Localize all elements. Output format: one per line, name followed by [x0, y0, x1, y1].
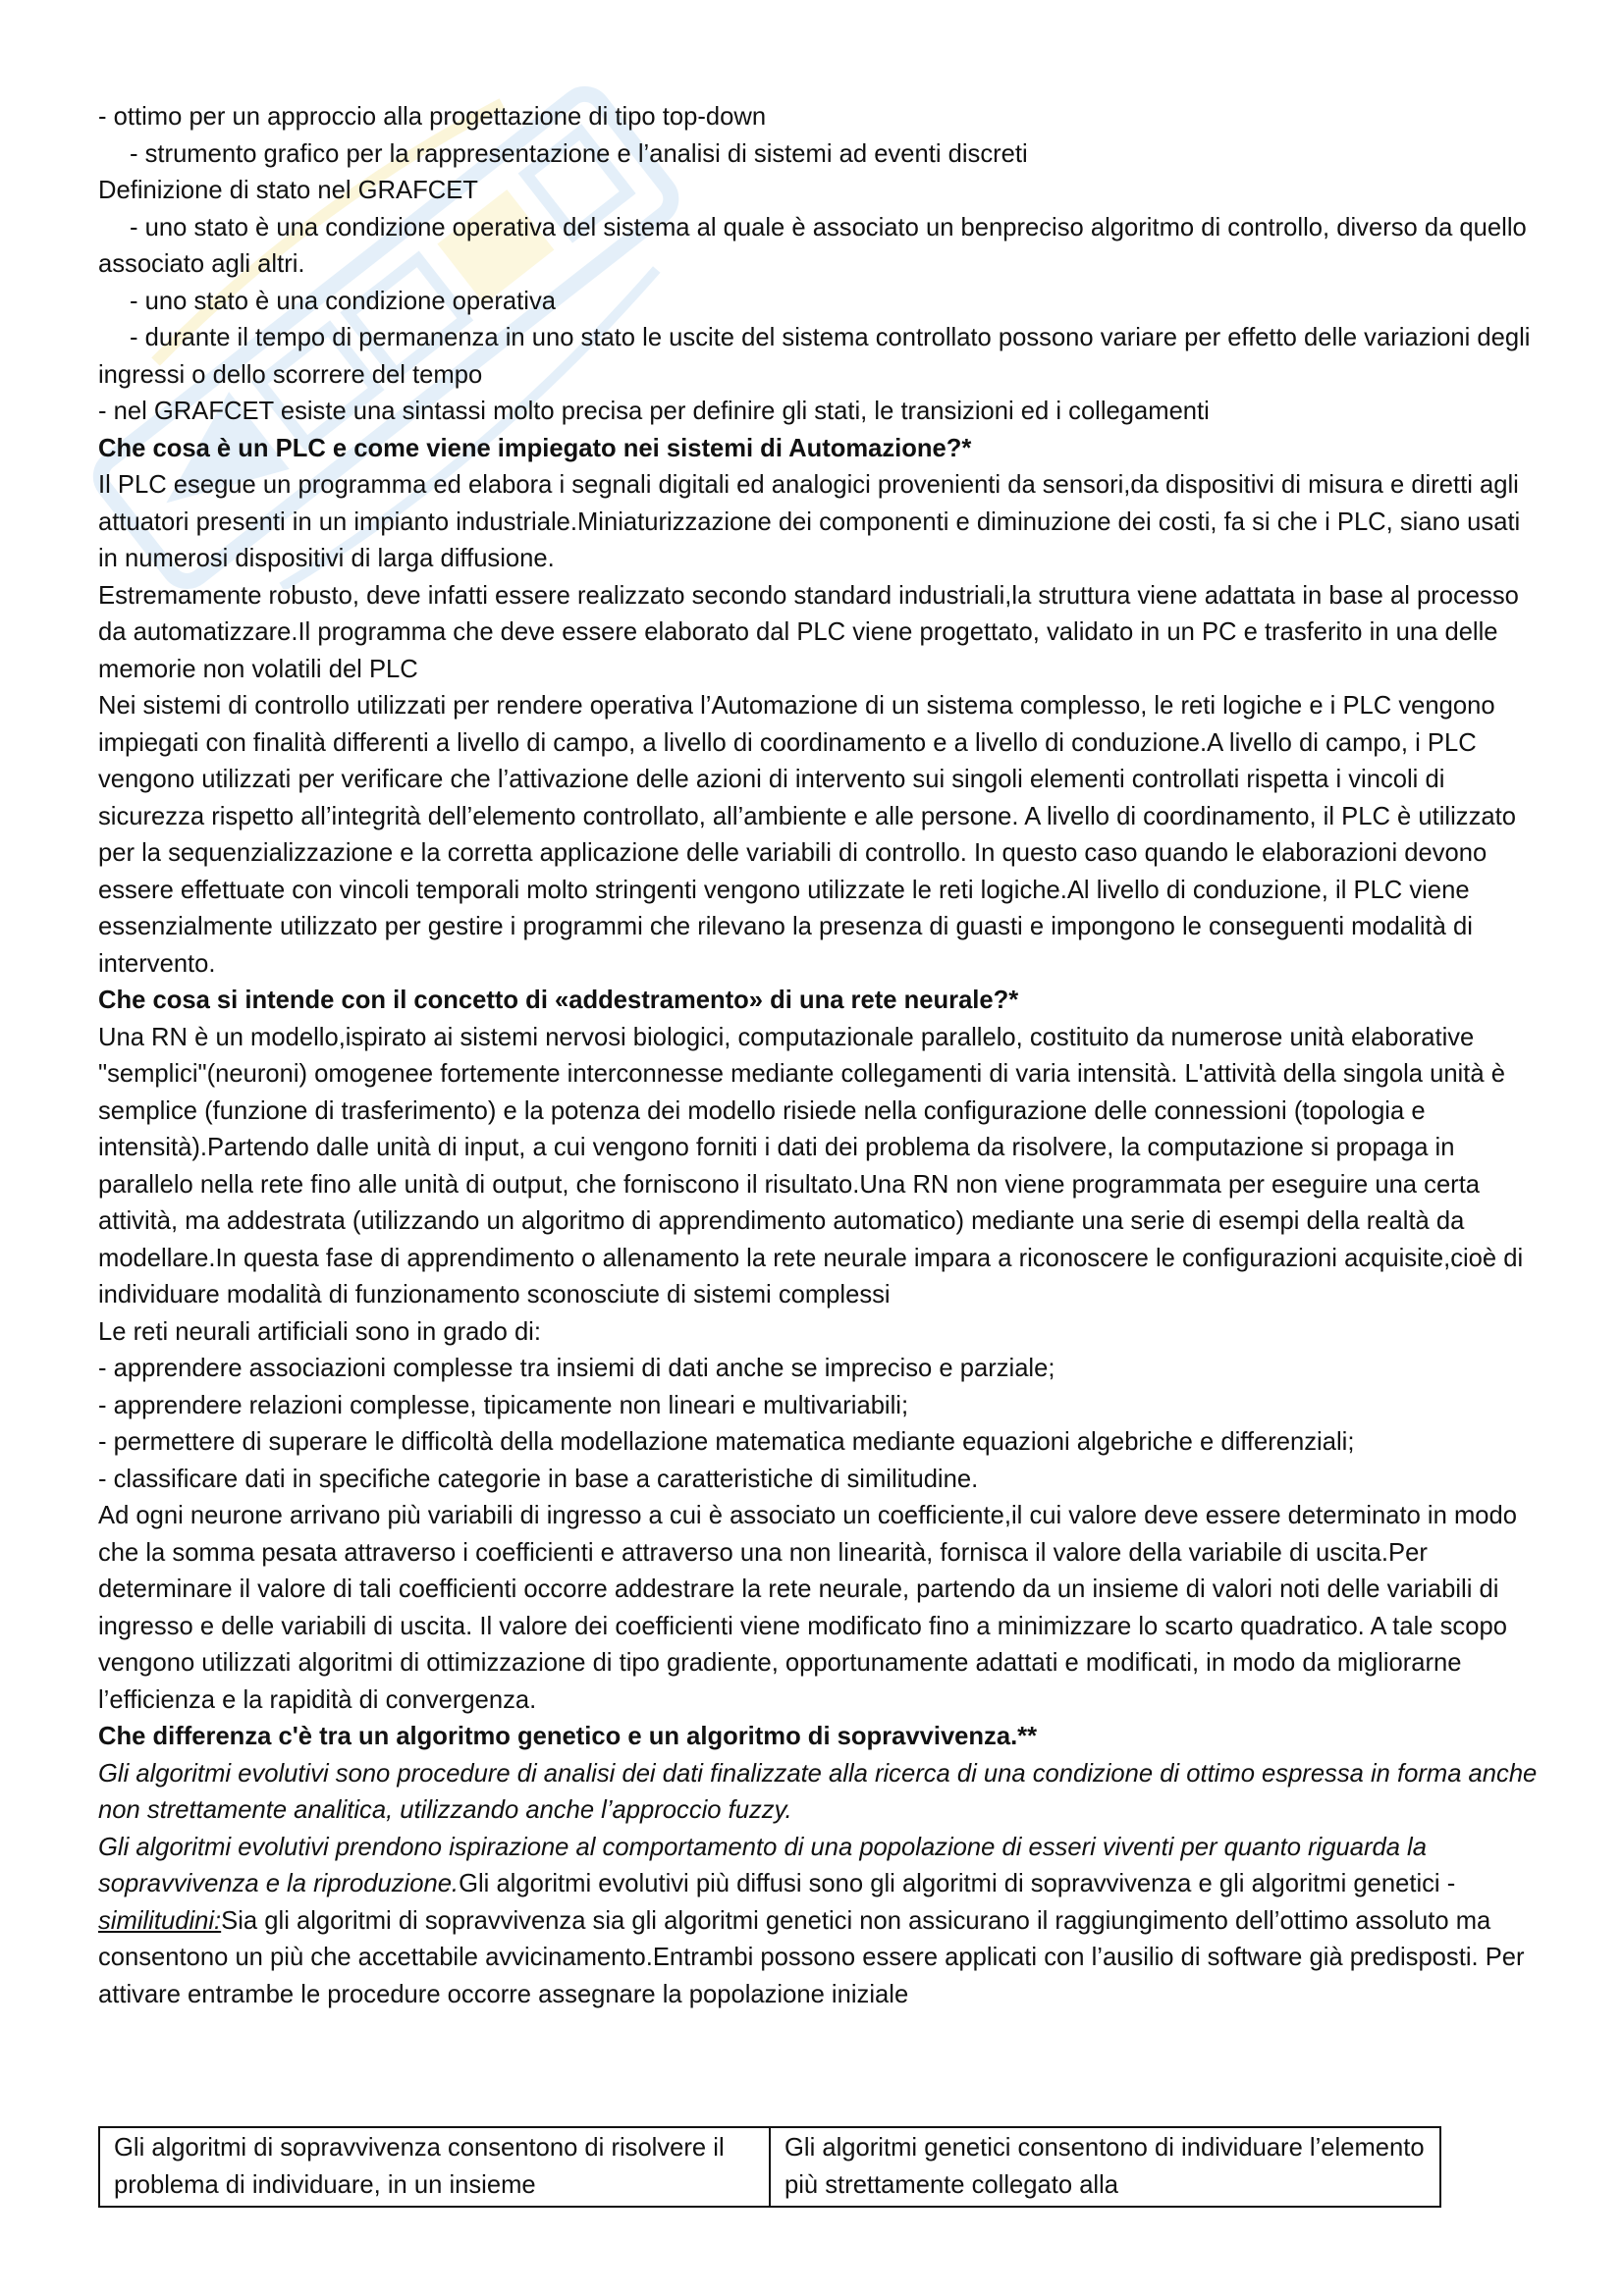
paragraph: Nei sistemi di controllo utilizzati per rendere operativa l’Automazione di un sistema complesso, le reti logiche e i PLC vengono impiegati con finalità differenti a livello di campo, a livello di coordinamento e a livello di conduzione.A livello di campo, i PLC vengono utilizzati per verificare che l’attivazione delle azioni di intervento sui singoli elementi controllati rispetta i vincoli di sicurezza rispetto all’integrità dell’elemento controllato, all’ambiente e alle persone. A livello di coordinamento, il PLC è utilizzato per la sequenzializzazione e la corretta applicazione delle variabili di controllo. In questo caso quando le elaborazioni devono essere effettuate con vincoli temporali molto stringenti vengono utilizzate le reti logiche.Al livello di conduzione, il PLC viene essenzialmente utilizzato per gestire i programmi che rilevano la presenza di guasti e impongono le conseguenti modalità di intervento. [98, 692, 1516, 978]
underlined-term: similitudini: [98, 1906, 222, 1935]
list-item: - apprendere relazioni complesse, tipicamente non lineari e multivariabili; [98, 1391, 909, 1419]
italic-text: Gli algoritmi evolutivi prendono ispirazione al comportamento di una popolazione di esseri viventi per quanto riguarda la sopravvivenza e la riproduzione. [98, 1833, 1427, 1897]
comparison-table [98, 2126, 1441, 2208]
paragraph: Una RN è un modello,ispirato ai sistemi nervosi biologici, computazionale parallelo, costituito da numerose unità elaborative "semplici"(neuroni) omogenee fortemente interconnesse mediante collegamenti di varia intensità. L'attività della singola unità è semplice (funzione di trasferimento) e la potenza dei modello risiede nella configurazione delle connessioni (topologia e intensità).Partendo dalle unità di input, a cui vengono forniti i dati dei problema da risolvere, la computazione si propaga in parallelo nella rete fino alle unità di output, che forniscono il risultato.Una RN non viene programmata per eseguire una certa attività, ma addestrata (utilizzando un algoritmo di apprendimento automatico) mediante una serie di esempi della realtà da modellare.In questa fase di apprendimento o allenamento la rete neurale impara a riconoscere le configurazioni acquisite,cioè di individuare modalità di funzionamento sconosciute di sistemi complessi [98, 1023, 1524, 1308]
paragraph: Le reti neurali artificiali sono in grado di: [98, 1317, 541, 1346]
table-cell-right: Gli algoritmi genetici consentono di individuare l’elemento più strettamente collegato alla [770, 2127, 1440, 2207]
text-line: - strumento grafico per la rappresentazione e l’analisi di sistemi ad eventi discreti [130, 139, 1028, 168]
table-row [99, 2127, 1440, 2207]
paragraph: Il PLC esegue un programma ed elabora i segnali digitali ed analogici provenienti da sensori,da dispositivi di misura e diretti agli attuatori presenti in un impianto industriale.Miniaturizzazione dei componenti e diminuzione dei costi, fa si che i PLC, siano usati in numerosi dispositivi di larga diffusione. [98, 471, 1521, 572]
paragraph-text: Gli algoritmi evolutivi più diffusi sono gli algoritmi di sopravvivenza e gli algoritmi genetici - [459, 1870, 1456, 1897]
paragraph [98, 1830, 1542, 2014]
question-heading: Che differenza c'è tra un algoritmo genetico e un algoritmo di sopravvivenza.** [98, 1723, 1038, 1750]
list-item: - classificare dati in specifiche categorie in base a caratteristiche di similitudine. [98, 1465, 979, 1493]
text-line: - nel GRAFCET esiste una sintassi molto precisa per definire gli stati, le transizioni ed i collegamenti [98, 398, 1210, 425]
document-body [98, 99, 1542, 2013]
list-item: - permettere di superare le difficoltà della modellazione matematica mediante equazioni algebriche e differenziali; [98, 1428, 1355, 1456]
paragraph: Estremamente robusto, deve infatti essere realizzato secondo standard industriali,la struttura viene adattata in base al processo da automatizzare.Il programma che deve essere elaborato dal PLC viene progettato, validato in un PC e trasferito in una delle memorie non volatili del PLC [98, 581, 1519, 683]
text-line: - durante il tempo di permanenza in uno stato le uscite del sistema controllato possono variare per effetto delle variazioni degli ingressi o dello scorrere del tempo [98, 324, 1531, 389]
italic-paragraph: Gli algoritmi evolutivi sono procedure di analisi dei dati finalizzate alla ricerca di una condizione di ottimo espressa in forma anche non strettamente analitica, utilizzando anche l’approccio fuzzy. [98, 1759, 1538, 1824]
table-cell-left: Gli algoritmi di sopravvivenza consentono di risolvere il problema di individuare, in un insieme [99, 2127, 770, 2207]
question-heading: Che cosa si intende con il concetto di «addestramento» di una rete neurale?* [98, 987, 1019, 1014]
question-heading: Che cosa è un PLC e come viene impiegato nei sistemi di Automazione?* [98, 434, 972, 462]
paragraph-text: Sia gli algoritmi di sopravvivenza sia gli algoritmi genetici non assicurano il raggiungimento dell’ottimo assoluto ma consentono un più che accettabile avvicinamento.Entrambi possono essere applicati con l’ausilio di software già predisposti. Per attivare entrambe le procedure occorre assegnare la popolazione iniziale [98, 1906, 1525, 2008]
text-line: - ottimo per un approccio alla progettazione di tipo top-down [98, 103, 767, 131]
section-label: Definizione di stato nel GRAFCET [98, 177, 478, 204]
paragraph: Ad ogni neurone arrivano più variabili di ingresso a cui è associato un coefficiente,il cui valore deve essere determinato in modo che la somma pesata attraverso i coefficienti e attraverso una non linearità, fornisca il valore della variabile di uscita.Per determinare il valore di tali coefficienti occorre addestrare la rete neurale, partendo da un insieme di valori noti delle variabili di ingresso e delle variabili di uscita. Il valore dei coefficienti viene modificato fino a minimizzare lo scarto quadratico. A tale scopo vengono utilizzati algoritmi di ottimizzazione di tipo gradiente, opportunamente adattati e modificati, in modo da migliorarne l’efficienza e la rapidità di convergenza. [98, 1502, 1517, 1714]
list-item: - apprendere associazioni complesse tra insiemi di dati anche se impreciso e parziale; [98, 1355, 1055, 1382]
text-line: - uno stato è una condizione operativa [130, 287, 556, 315]
text-line: - uno stato è una condizione operativa del sistema al quale è associato un benpreciso algoritmo di controllo, diverso da quello associato agli altri. [98, 213, 1527, 278]
